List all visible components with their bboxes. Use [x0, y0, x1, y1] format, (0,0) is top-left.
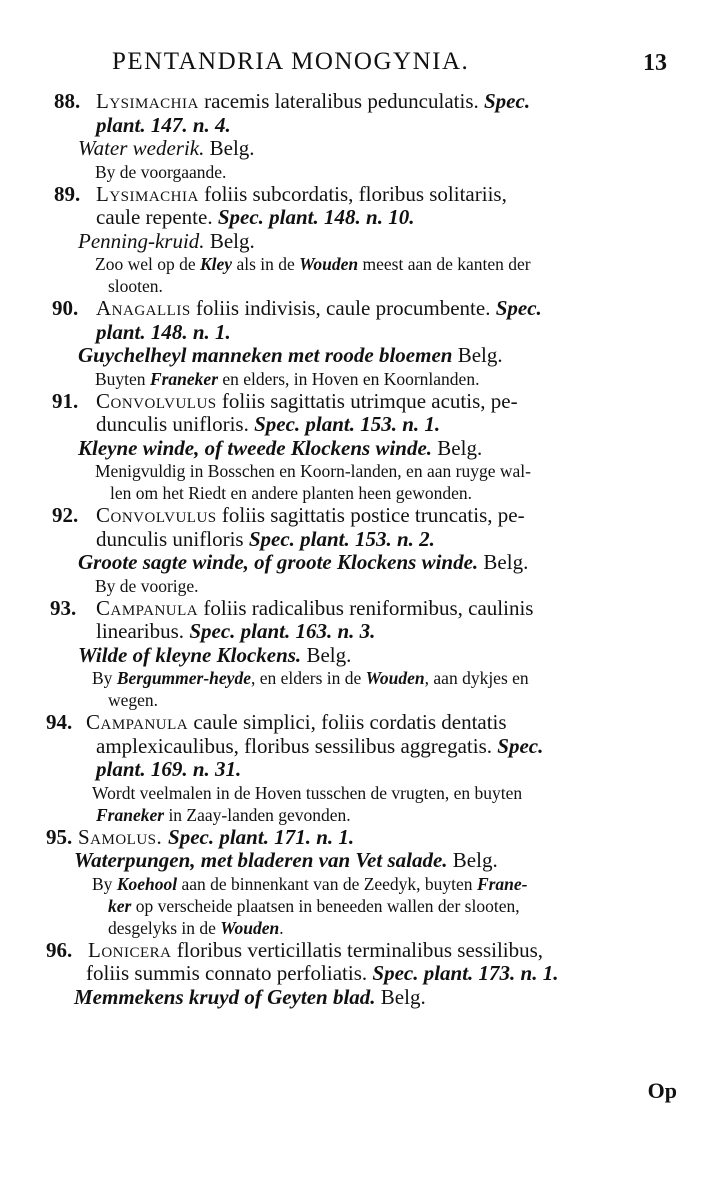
- entry-96: [0, 939, 717, 1010]
- locality-note: By de voorige.: [95, 575, 199, 596]
- entry-number: 93.: [50, 595, 77, 620]
- locality-note: in Zaay-landen gevonden.: [164, 804, 351, 825]
- place-name: ker: [108, 895, 132, 916]
- locality-note: aan de binnenkant van de Zeedyk, buyten: [177, 873, 477, 894]
- entry-number: 96.: [46, 937, 73, 962]
- entry-number: 94.: [46, 710, 73, 734]
- species-reference: Spec. plant. 173. n. 1.: [372, 961, 559, 985]
- language-label: Belg.: [452, 343, 503, 367]
- entry-93: [0, 597, 717, 712]
- language-label: Belg.: [204, 228, 255, 253]
- vernacular-name: Penning-kruid.: [78, 228, 205, 253]
- locality-note: slooten.: [108, 276, 163, 296]
- language-label: Belg.: [447, 848, 498, 872]
- locality-note: , en elders in de: [250, 668, 366, 688]
- species-reference: Spec. plant. 148. n. 10.: [217, 205, 415, 229]
- vernacular-name: Wilde of kleyne Klockens.: [78, 642, 302, 667]
- species-entries: [0, 90, 717, 1009]
- entry-95: [0, 826, 717, 939]
- diagnosis-text: dunculis unifloris.: [96, 412, 255, 436]
- genus-name: Lysimachia: [96, 181, 199, 206]
- catchword: Op: [647, 1078, 677, 1103]
- genus-name: Convolvulus: [96, 503, 217, 527]
- entry-92: [0, 504, 717, 597]
- locality-note: By de voorgaande.: [95, 161, 227, 182]
- diagnosis-text: foliis sagittatis postice truncatis, pe-: [216, 503, 525, 527]
- species-reference: Spec. plant. 171. n. 1.: [168, 824, 355, 849]
- entry-90: [0, 297, 717, 390]
- species-reference: plant. 147. n. 4.: [96, 112, 231, 137]
- vernacular-name: Kleyne winde, of tweede Klockens winde.: [78, 435, 433, 460]
- language-label: Belg.: [204, 136, 255, 160]
- running-title: PENTANDRIA MONOGYNIA.: [112, 48, 470, 75]
- vernacular-name: Water wederik.: [78, 136, 205, 160]
- species-reference: Spec.: [484, 89, 531, 113]
- place-name: Wouden: [365, 668, 425, 688]
- diagnosis-text: racemis lateralibus pedunculatis.: [198, 89, 484, 113]
- diagnosis-text: dunculis unifloris: [96, 526, 249, 551]
- locality-note: desgelyks in de: [108, 917, 221, 938]
- locality-note: By: [92, 873, 117, 894]
- locality-note: Wordt veelmalen in de Hoven tusschen de vrugten, en buyten: [92, 782, 523, 803]
- locality-note: op verscheide plaatsen in beneeden wallen der slooten,: [131, 895, 520, 916]
- place-name: Frane-: [476, 873, 528, 894]
- species-reference: Spec.: [495, 296, 542, 320]
- locality-note: By: [92, 668, 117, 688]
- entry-number: 88.: [54, 89, 81, 113]
- entry-88: [0, 90, 717, 183]
- species-reference: Spec. plant. 153. n. 1.: [254, 412, 441, 436]
- place-name: Koehool: [116, 873, 178, 894]
- locality-note: wegen.: [108, 690, 159, 710]
- place-name: Franeker: [96, 804, 165, 825]
- genus-name: Samolus.: [78, 824, 169, 849]
- entry-89: [0, 183, 717, 298]
- genus-name: Campanula: [96, 595, 199, 620]
- vernacular-name: Guychelheyl manneken met roode bloemen: [78, 343, 453, 367]
- diagnosis-text: foliis indivisis, caule procumbente.: [190, 296, 496, 320]
- genus-name: Lonicera: [88, 937, 172, 962]
- language-label: Belg.: [375, 984, 426, 1009]
- genus-name: Convolvulus: [96, 388, 217, 413]
- diagnosis-text: foliis summis connato perfoliatis.: [86, 961, 373, 985]
- genus-name: Anagallis: [96, 296, 191, 320]
- diagnosis-text: foliis sagittatis utrimque acutis, pe-: [216, 388, 518, 413]
- entry-91: [0, 390, 717, 505]
- place-name: Wouden: [220, 917, 280, 938]
- entry-number: 89.: [54, 181, 81, 206]
- diagnosis-text: caule simplici, foliis cordatis dentatis: [188, 710, 507, 734]
- vernacular-name: Memmekens kruyd of Geyten blad.: [74, 984, 376, 1009]
- genus-name: Lysimachia: [96, 89, 199, 113]
- language-label: Belg.: [432, 435, 483, 460]
- species-reference: plant. 169. n. 31.: [96, 757, 242, 781]
- place-name: Bergummer-heyde: [116, 668, 251, 688]
- diagnosis-text: foliis radicalibus reniformibus, caulinis: [198, 595, 534, 620]
- species-reference: Spec. plant. 163. n. 3.: [189, 619, 376, 643]
- locality-note: , aan dykjes en: [424, 668, 529, 688]
- locality-note: meest aan de kanten der: [358, 254, 531, 274]
- species-reference: Spec. plant. 153. n. 2.: [248, 526, 435, 551]
- entry-number: 92.: [52, 503, 79, 527]
- diagnosis-text: linearibus.: [96, 619, 190, 643]
- diagnosis-text: amplexicaulibus, floribus sessilibus aggregatis.: [96, 733, 498, 758]
- place-name: Kley: [199, 254, 233, 274]
- locality-note: len om het Riedt en andere planten heen gewonden.: [110, 483, 473, 503]
- place-name: Franeker: [149, 368, 218, 389]
- vernacular-name: Groote sagte winde, of groote Klockens winde.: [78, 550, 479, 574]
- running-head: [112, 48, 667, 76]
- diagnosis-text: floribus verticillatis terminalibus sessilibus,: [171, 937, 544, 962]
- diagnosis-text: foliis subcordatis, floribus solitariis,: [198, 181, 507, 206]
- genus-name: Campanula: [86, 710, 189, 734]
- locality-note: als in de: [232, 254, 300, 274]
- entry-number: 91.: [52, 388, 79, 413]
- vernacular-name: Waterpungen, met bladeren van Vet salade.: [74, 848, 448, 872]
- language-label: Belg.: [301, 642, 352, 667]
- entry-number: 90.: [52, 296, 79, 320]
- entry-number: 95.: [46, 824, 73, 849]
- locality-note: en elders, in Hoven en Koornlanden.: [218, 368, 480, 389]
- language-label: Belg.: [478, 550, 529, 574]
- locality-note: Menigvuldig in Bosschen en Koorn-landen, en aan ruyge wal-: [95, 461, 531, 481]
- species-reference: plant. 148. n. 1.: [96, 319, 231, 344]
- locality-note: Zoo wel op de: [95, 254, 200, 274]
- place-name: Wouden: [299, 254, 359, 274]
- diagnosis-text: caule repente.: [96, 205, 218, 229]
- page-number: 13: [643, 50, 667, 76]
- locality-note: .: [279, 917, 284, 938]
- species-reference: Spec.: [497, 733, 544, 758]
- locality-note: Buyten: [95, 368, 150, 389]
- entry-94: [0, 711, 717, 826]
